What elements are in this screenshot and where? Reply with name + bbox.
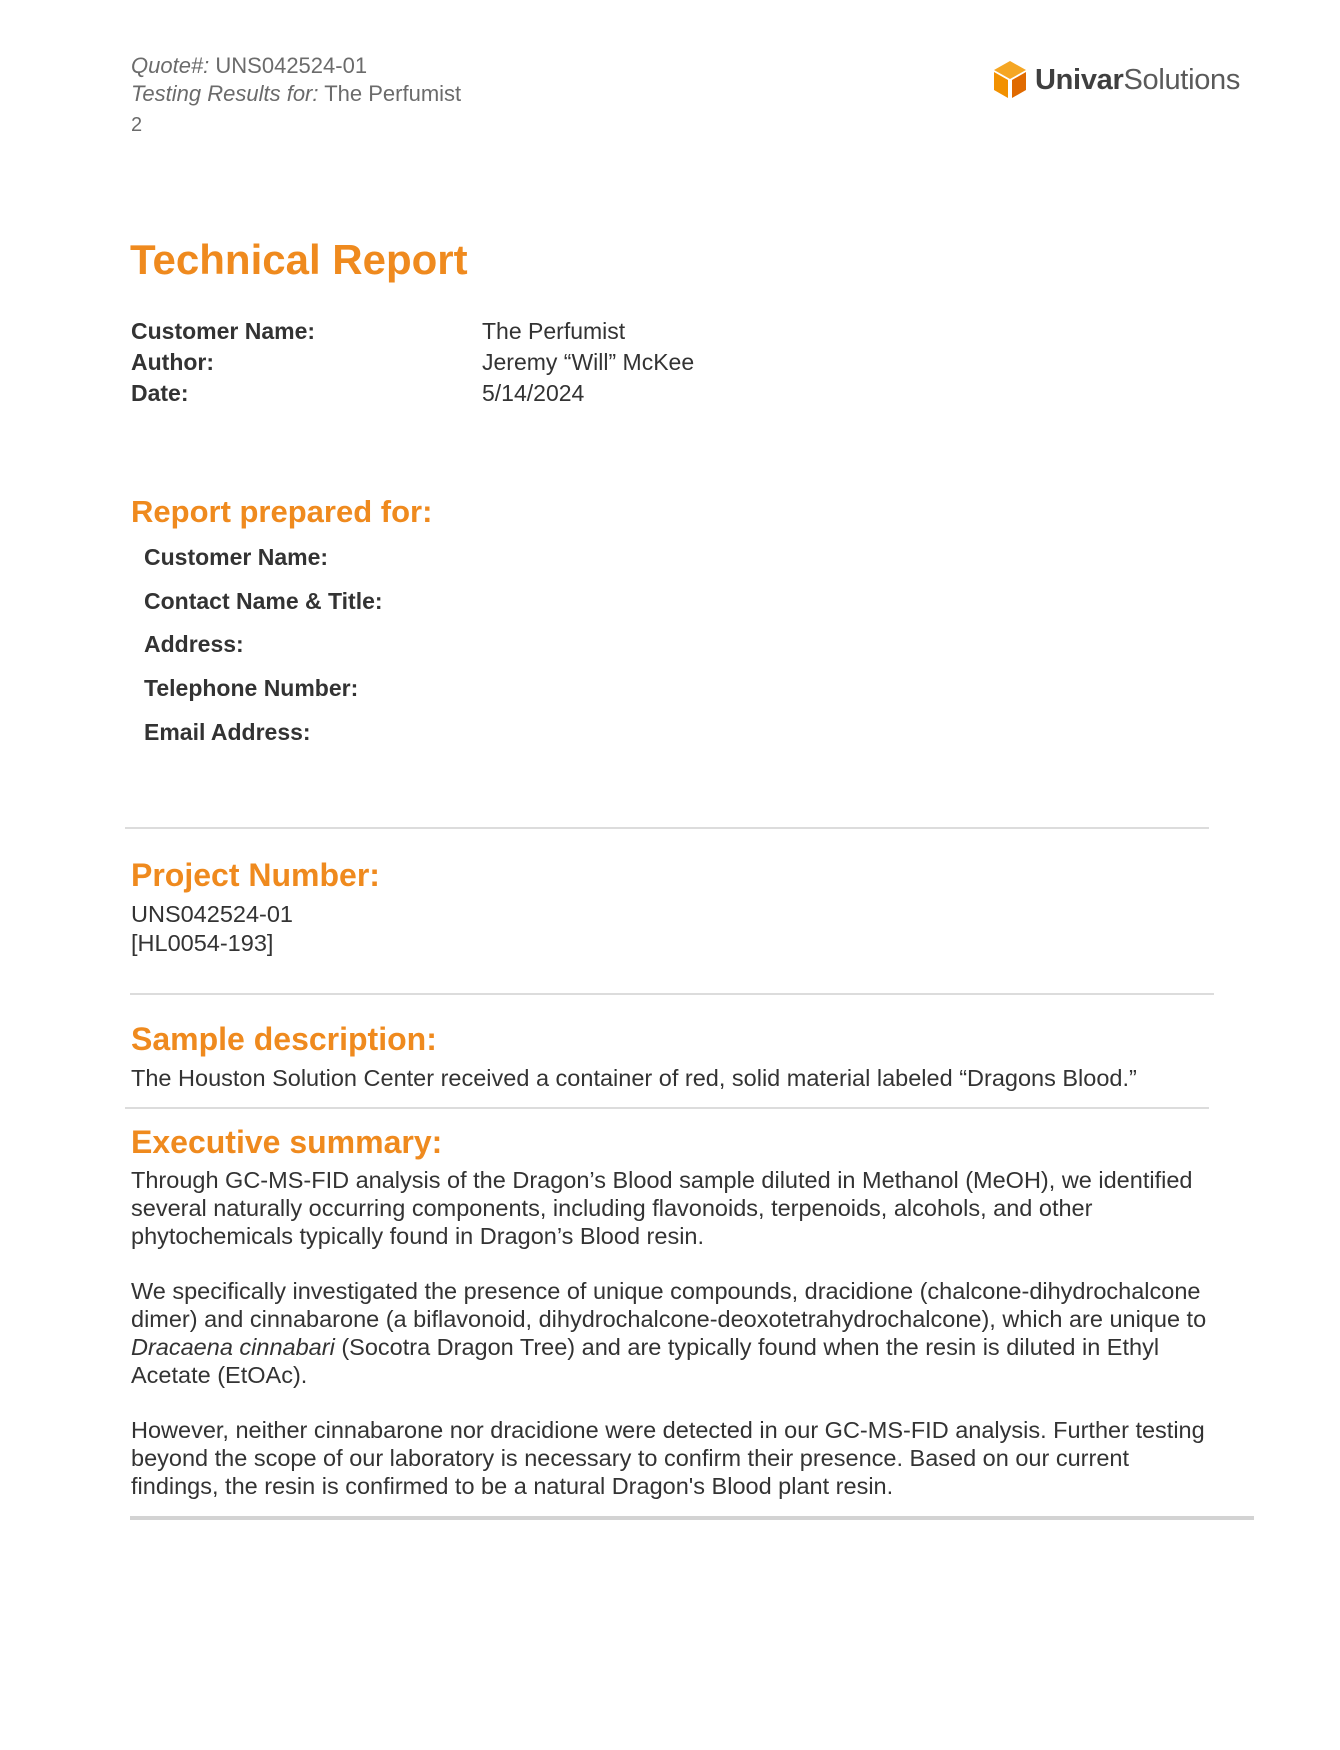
prepared-contact-label: Contact Name & Title: bbox=[144, 588, 383, 614]
summary-p1-line: Through GC-MS-FID analysis of the Dragon’s Blood sample diluted in Methanol (MeOH), we identified bbox=[131, 1167, 1193, 1193]
results-line bbox=[131, 80, 461, 108]
page-number: 2 bbox=[131, 114, 143, 136]
summary-p3-line: However, neither cinnabarone nor dracidione were detected in our GC-MS-FID analysis. Further testing bbox=[131, 1417, 1205, 1443]
univar-logo bbox=[993, 58, 1240, 102]
summary-p2-line: Acetate (EtOAc). bbox=[131, 1362, 308, 1388]
logo-brand-light: Solutions bbox=[1123, 64, 1241, 96]
summary-paragraph-3 bbox=[131, 1416, 1261, 1500]
page-title: Technical Report bbox=[130, 236, 468, 283]
summary-paragraph-1 bbox=[131, 1166, 1261, 1250]
quote-label: Quote#: bbox=[131, 53, 210, 78]
quote-value: UNS042524-01 bbox=[215, 53, 368, 78]
info-label-customer: Customer Name: bbox=[131, 318, 316, 344]
info-value-author: Jeremy “Will” McKee bbox=[482, 349, 695, 375]
results-value: The Perfumist bbox=[324, 81, 462, 106]
info-label-author: Author: bbox=[131, 349, 215, 375]
quote-line bbox=[131, 52, 367, 80]
summary-paragraph-2 bbox=[131, 1277, 1261, 1389]
univar-logo-text bbox=[1035, 58, 1240, 102]
summary-p2-line: We specifically investigated the presence of unique compounds, dracidione (chalcone-dihydrochalcone bbox=[131, 1278, 1201, 1304]
info-label-date: Date: bbox=[131, 380, 189, 406]
project-internal-number: [HL0054-193] bbox=[131, 930, 274, 956]
species-name: Dracaena cinnabari bbox=[131, 1334, 335, 1360]
summary-p2-line: dimer) and cinnabarone (a biflavonoid, dihydrochalcone-deoxotetrahydrochalcone), which are unique to bbox=[131, 1306, 1207, 1332]
project-number: UNS042524-01 bbox=[131, 901, 293, 927]
sample-heading: Sample description: bbox=[131, 1021, 437, 1057]
bottom-divider bbox=[130, 1516, 1254, 1520]
info-value-date: 5/14/2024 bbox=[482, 380, 585, 406]
summary-p3-line: beyond the scope of our laboratory is necessary to confirm their presence. Based on our current bbox=[131, 1445, 1129, 1471]
divider bbox=[125, 1107, 1209, 1109]
divider bbox=[130, 993, 1214, 995]
summary-p3-line: findings, the resin is confirmed to be a natural Dragon's Blood plant resin. bbox=[131, 1473, 894, 1499]
summary-p2-line-rest: (Socotra Dragon Tree) and are typically found when the resin is diluted in Ethyl bbox=[334, 1334, 1160, 1360]
prepared-phone-label: Telephone Number: bbox=[144, 675, 359, 701]
logo-brand-bold: Univar bbox=[1035, 64, 1124, 96]
summary-p1-line: several naturally occurring components, including flavonoids, terpenoids, alcohols, and other bbox=[131, 1195, 1093, 1221]
summary-p1-line: phytochemicals typically found in Dragon’s Blood resin. bbox=[131, 1223, 705, 1249]
prepared-address-label: Address: bbox=[144, 631, 244, 657]
summary-p2-line bbox=[131, 1333, 1261, 1361]
info-value-customer: The Perfumist bbox=[482, 318, 626, 344]
summary-heading: Executive summary: bbox=[131, 1124, 443, 1160]
prepared-for-heading: Report prepared for: bbox=[131, 494, 433, 529]
results-label: Testing Results for: bbox=[131, 81, 319, 106]
prepared-customer-label: Customer Name: bbox=[144, 544, 329, 570]
prepared-email-label: Email Address: bbox=[144, 719, 311, 745]
divider bbox=[125, 827, 1209, 829]
univar-logo-icon bbox=[993, 60, 1027, 100]
sample-text: The Houston Solution Center received a container of red, solid material labeled “Dragons Blood.” bbox=[131, 1065, 1137, 1091]
project-heading: Project Number: bbox=[131, 857, 380, 893]
